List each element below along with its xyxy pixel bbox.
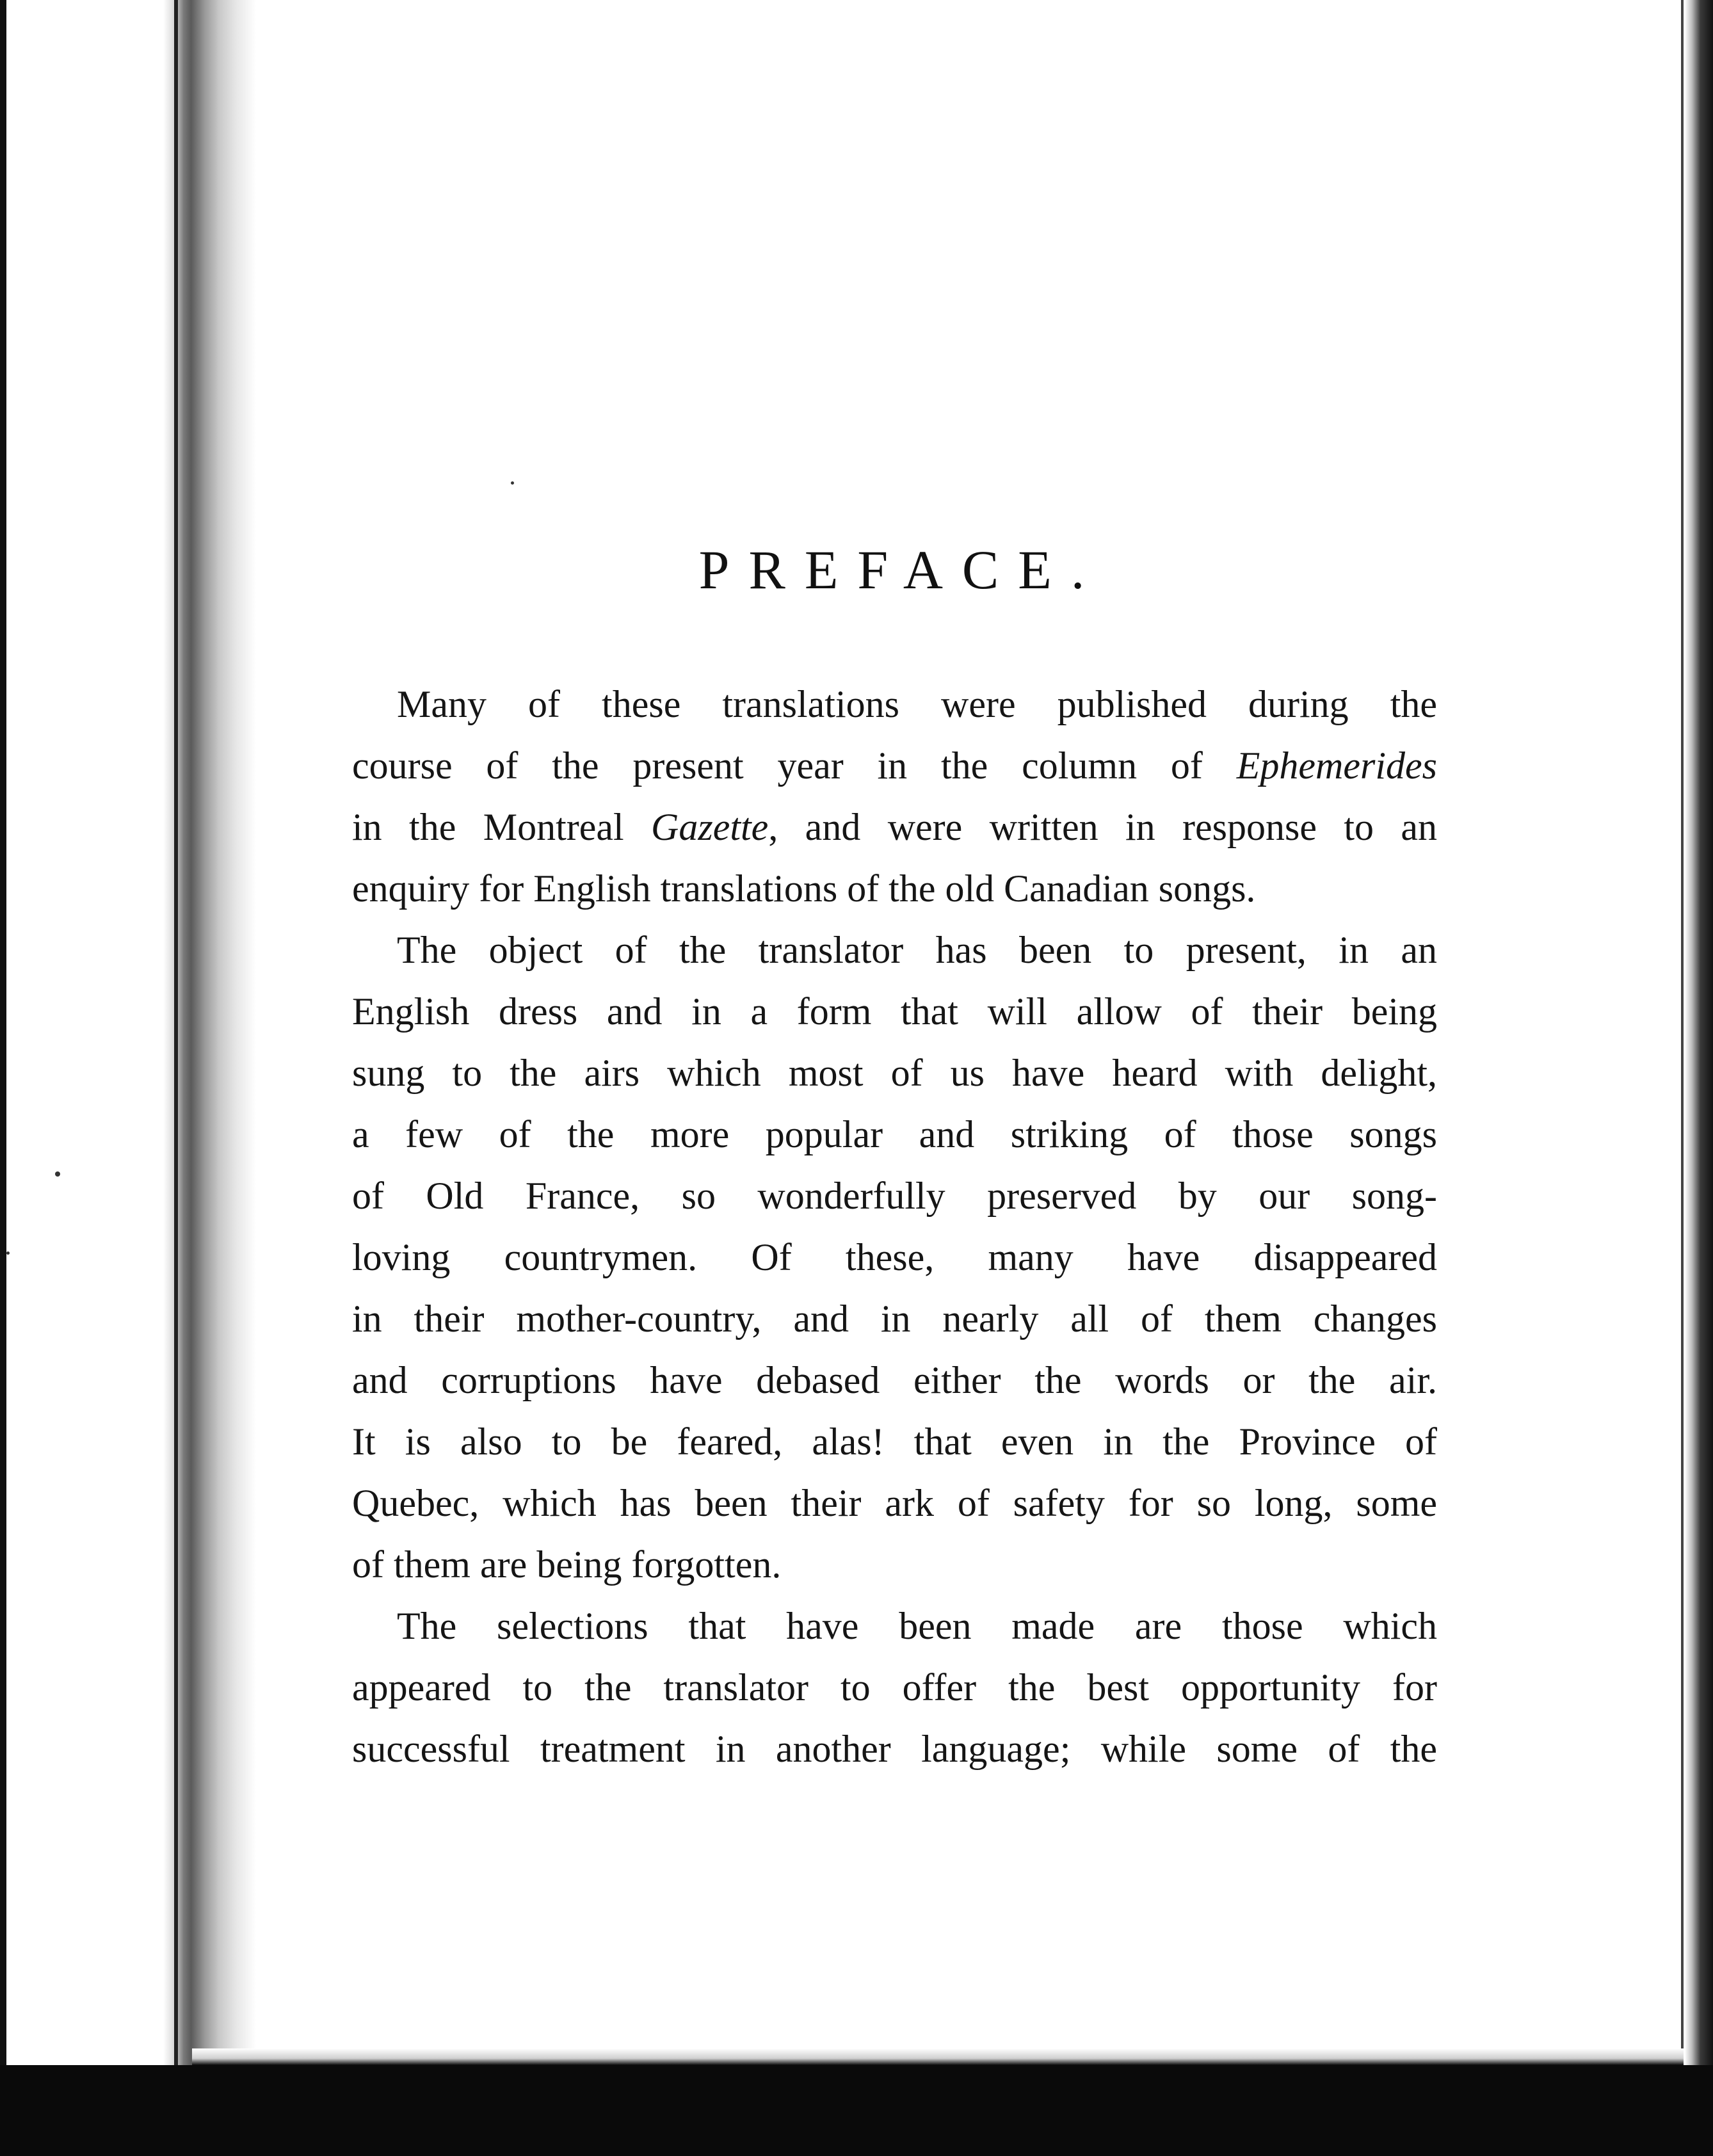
- page-heading: PREFACE.: [698, 539, 1104, 600]
- page-bottom-shadow: [192, 2048, 1684, 2065]
- text-line: It is also to be feared, alas! that even in the Province of: [352, 1420, 1437, 1463]
- body-text: [352, 673, 1437, 1780]
- bottom-band: [0, 2065, 1713, 2156]
- text-line: course of the present year in the column of Ephemerides: [352, 744, 1437, 787]
- speck: [511, 481, 514, 485]
- text-line: enquiry for English translations of the old Canadian songs.: [352, 867, 1256, 910]
- text-line: a few of the more popular and striking of those songs: [352, 1113, 1437, 1155]
- text-line: The object of the translator has been to present, in an: [397, 929, 1437, 971]
- text-line: sung to the airs which most of us have heard with delight,: [352, 1052, 1437, 1094]
- speck: [6, 1251, 10, 1255]
- text-line: loving countrymen. Of these, many have disappeared: [352, 1236, 1437, 1278]
- text-line: English dress and in a form that will allow of their being: [352, 990, 1437, 1033]
- text-line: in their mother-country, and in nearly all of them changes: [352, 1298, 1437, 1340]
- speck: [55, 1171, 60, 1177]
- paragraph: [352, 919, 1437, 1595]
- text-line: of Old France, so wonderfully preserved by our song-: [352, 1175, 1437, 1217]
- paragraphs: [352, 673, 1437, 1780]
- text-line: and corruptions have debased either the words or the air.: [352, 1359, 1437, 1401]
- right-edge-line: [1681, 0, 1684, 2112]
- paragraph: [352, 673, 1437, 919]
- text-line: Many of these translations were published during the: [397, 683, 1437, 725]
- gutter-line: [174, 0, 178, 2068]
- text-line: in the Montreal Gazette, and were written in response to an: [352, 806, 1437, 848]
- binding-edge: [0, 0, 6, 2156]
- text-line: The selections that have been made are those which: [397, 1605, 1437, 1647]
- right-page-edge: [1685, 0, 1713, 2156]
- paragraph: [352, 1595, 1437, 1780]
- text-line: successful treatment in another language; while some of the: [352, 1728, 1437, 1770]
- text-line: Quebec, which has been their ark of safety for so long, some: [352, 1482, 1437, 1524]
- text-line: of them are being forgotten.: [352, 1543, 782, 1586]
- text-line: appeared to the translator to offer the best opportunity for: [352, 1666, 1437, 1709]
